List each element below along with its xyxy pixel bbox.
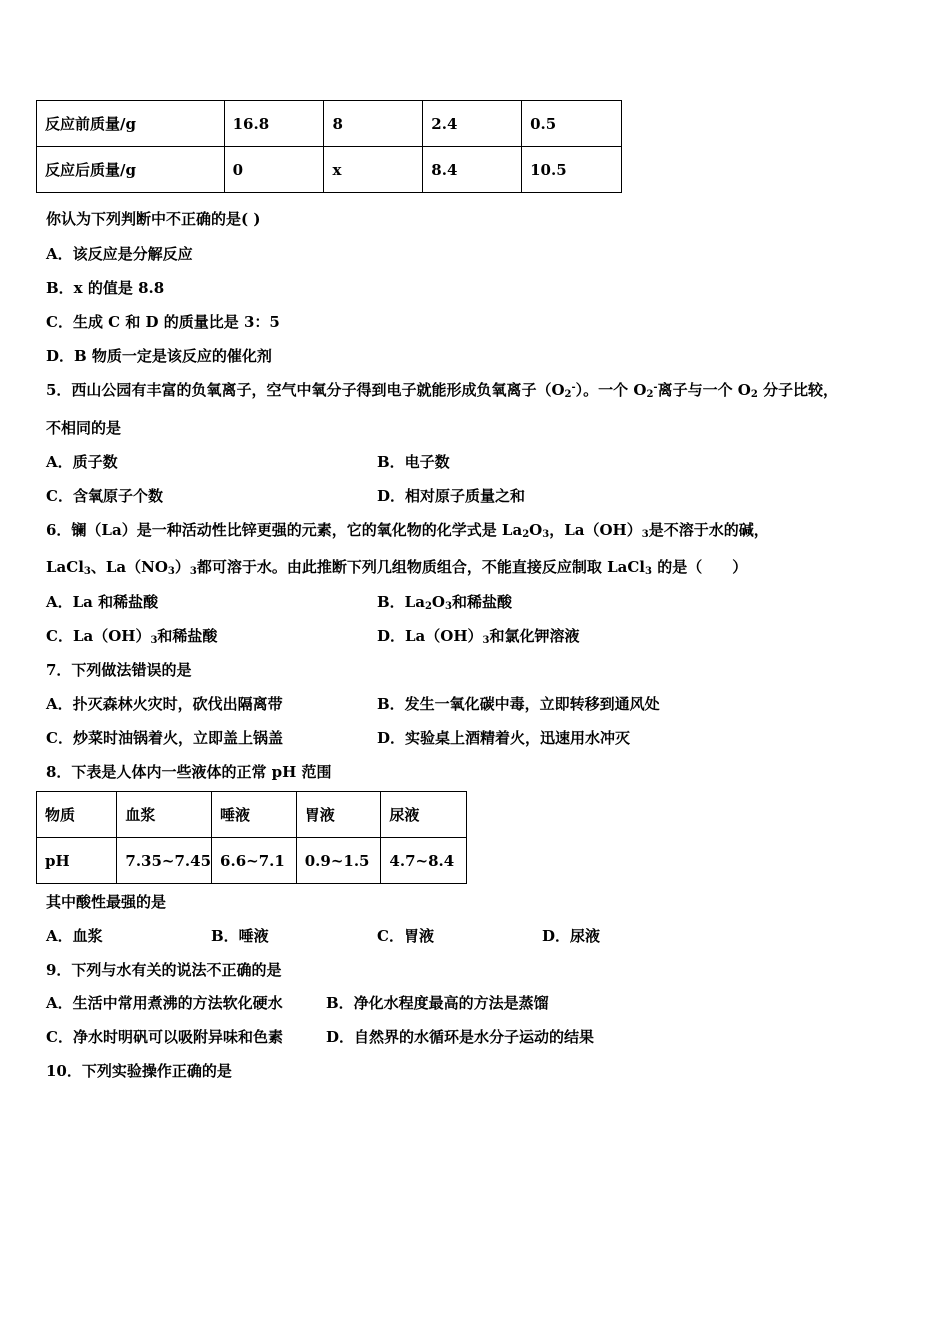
table-row xyxy=(37,838,467,884)
text: 和稀盐酸 xyxy=(451,593,512,611)
option-d: D．相对原子质量之和 xyxy=(377,487,526,505)
text: B．La xyxy=(377,593,425,611)
option-a: A．血浆 xyxy=(46,927,103,945)
question-stem: 你认为下列判断中不正确的是( ) xyxy=(46,210,261,228)
table-cell: 0.9~1.5 xyxy=(296,838,381,884)
text: LaCl xyxy=(46,558,84,576)
ph-table xyxy=(36,791,467,884)
text: ） xyxy=(174,558,190,576)
table-cell: 反应前质量/g xyxy=(37,101,225,147)
table-header-cell: 物质 xyxy=(37,792,117,838)
text: O xyxy=(529,521,543,539)
option-c: C．净水时明矾可以吸附异味和色素 xyxy=(46,1028,283,1046)
table-cell: 4.7~8.4 xyxy=(381,838,467,884)
option-b: B．净化水程度最高的方法是蒸馏 xyxy=(326,994,549,1012)
option-b: B．x 的值是 8.8 xyxy=(46,279,165,297)
option-d: D．B 物质一定是该反应的催化剂 xyxy=(46,347,272,365)
table-cell: pH xyxy=(37,838,117,884)
subscript: 3 xyxy=(641,529,649,540)
subscript: 2 xyxy=(424,601,432,612)
question-10-stem: 10．下列实验操作正确的是 xyxy=(46,1062,232,1080)
table-cell: 2.4 xyxy=(423,101,522,147)
text: 、La（NO xyxy=(90,558,168,576)
table-cell: 16.8 xyxy=(224,101,324,147)
text: 的是（ ） xyxy=(651,558,748,576)
option-b: B．唾液 xyxy=(211,927,269,945)
option-c: C．炒菜时油锅着火，立即盖上锅盖 xyxy=(46,729,283,747)
table-row xyxy=(37,101,622,147)
subscript: 2 xyxy=(646,389,654,400)
option-d xyxy=(377,625,580,646)
subscript: 3 xyxy=(167,566,175,577)
subscript: 3 xyxy=(189,566,197,577)
question-9-stem: 9．下列与水有关的说法不正确的是 xyxy=(46,961,282,979)
subscript: 3 xyxy=(445,601,452,612)
table-header-cell: 胃液 xyxy=(296,792,381,838)
option-a: A．生活中常用煮沸的方法软化硬水 xyxy=(46,994,283,1012)
option-d: D．实验桌上酒精着火，迅速用水冲灭 xyxy=(377,729,631,747)
option-d: D．自然界的水循环是水分子运动的结果 xyxy=(326,1028,595,1046)
option-a: A．质子数 xyxy=(46,453,118,471)
subscript: 3 xyxy=(150,635,158,646)
table-cell: 0 xyxy=(224,147,324,193)
option-c: C．含氧原子个数 xyxy=(46,487,163,505)
table-cell: 7.35~7.45 xyxy=(117,838,212,884)
question-8-stem: 8．下表是人体内一些液体的正常 pH 范围 xyxy=(46,763,332,781)
question-5-stem-cont: 不相同的是 xyxy=(46,419,122,437)
option-c: C．胃液 xyxy=(377,927,434,945)
option-a: A．La 和稀盐酸 xyxy=(46,593,159,611)
table-cell: 8.4 xyxy=(423,147,522,193)
option-b: B．电子数 xyxy=(377,453,450,471)
option-d: D．尿液 xyxy=(542,927,601,945)
subscript: 3 xyxy=(482,635,490,646)
text: 是不溶于水的碱， xyxy=(648,521,769,539)
question-6-stem xyxy=(46,519,769,540)
option-c xyxy=(46,625,217,646)
table-cell: 6.6~7.1 xyxy=(212,838,297,884)
subscript: 2 xyxy=(522,529,530,540)
table-cell: 反应后质量/g xyxy=(37,147,225,193)
question-5-stem xyxy=(46,379,838,400)
text: 6．镧（La）是一种活动性比锌更强的元素，它的氧化物的化学式是 La xyxy=(46,521,523,539)
text: D．La（OH） xyxy=(377,627,483,645)
text: O xyxy=(431,593,445,611)
table-cell: 0.5 xyxy=(522,101,622,147)
subscript: 3 xyxy=(645,566,652,577)
subscript: 3 xyxy=(83,566,91,577)
superscript: - xyxy=(653,382,658,393)
subscript: 2 xyxy=(564,389,572,400)
question-7-stem: 7．下列做法错误的是 xyxy=(46,661,192,679)
question-8-question: 其中酸性最强的是 xyxy=(46,893,167,911)
text: 5．西山公园有丰富的负氧离子，空气中氧分子得到电子就能形成负氧离子（O xyxy=(46,381,565,399)
option-a: A．该反应是分解反应 xyxy=(46,245,193,263)
option-c: C．生成 C 和 D 的质量比是 3：5 xyxy=(46,313,280,331)
text: ）。一个 O xyxy=(575,381,647,399)
text: 分子比较， xyxy=(757,381,839,399)
table-cell: 8 xyxy=(324,101,423,147)
text: C．La（OH） xyxy=(46,627,151,645)
option-a: A．扑灭森林火灾时，砍伐出隔离带 xyxy=(46,695,283,713)
superscript: - xyxy=(571,382,576,393)
table-header-cell: 血浆 xyxy=(117,792,212,838)
table-header-cell: 尿液 xyxy=(381,792,467,838)
table-cell: x xyxy=(324,147,423,193)
mass-table xyxy=(36,100,622,193)
option-b xyxy=(377,591,512,612)
table-cell: 10.5 xyxy=(522,147,622,193)
text: 和氯化钾溶液 xyxy=(489,627,580,645)
question-6-stem-cont xyxy=(46,556,747,577)
text: 都可溶于水。由此推断下列几组物质组合，不能直接反应制取 LaCl xyxy=(196,558,646,576)
text: ，La（OH） xyxy=(549,521,642,539)
text: 和稀盐酸 xyxy=(157,627,218,645)
text: 离子与一个 O xyxy=(657,381,751,399)
table-header-cell: 唾液 xyxy=(212,792,297,838)
table-header-row xyxy=(37,792,467,838)
subscript: 3 xyxy=(542,529,550,540)
subscript: 2 xyxy=(750,389,758,400)
option-b: B．发生一氧化碳中毒，立即转移到通风处 xyxy=(377,695,660,713)
table-row xyxy=(37,147,622,193)
